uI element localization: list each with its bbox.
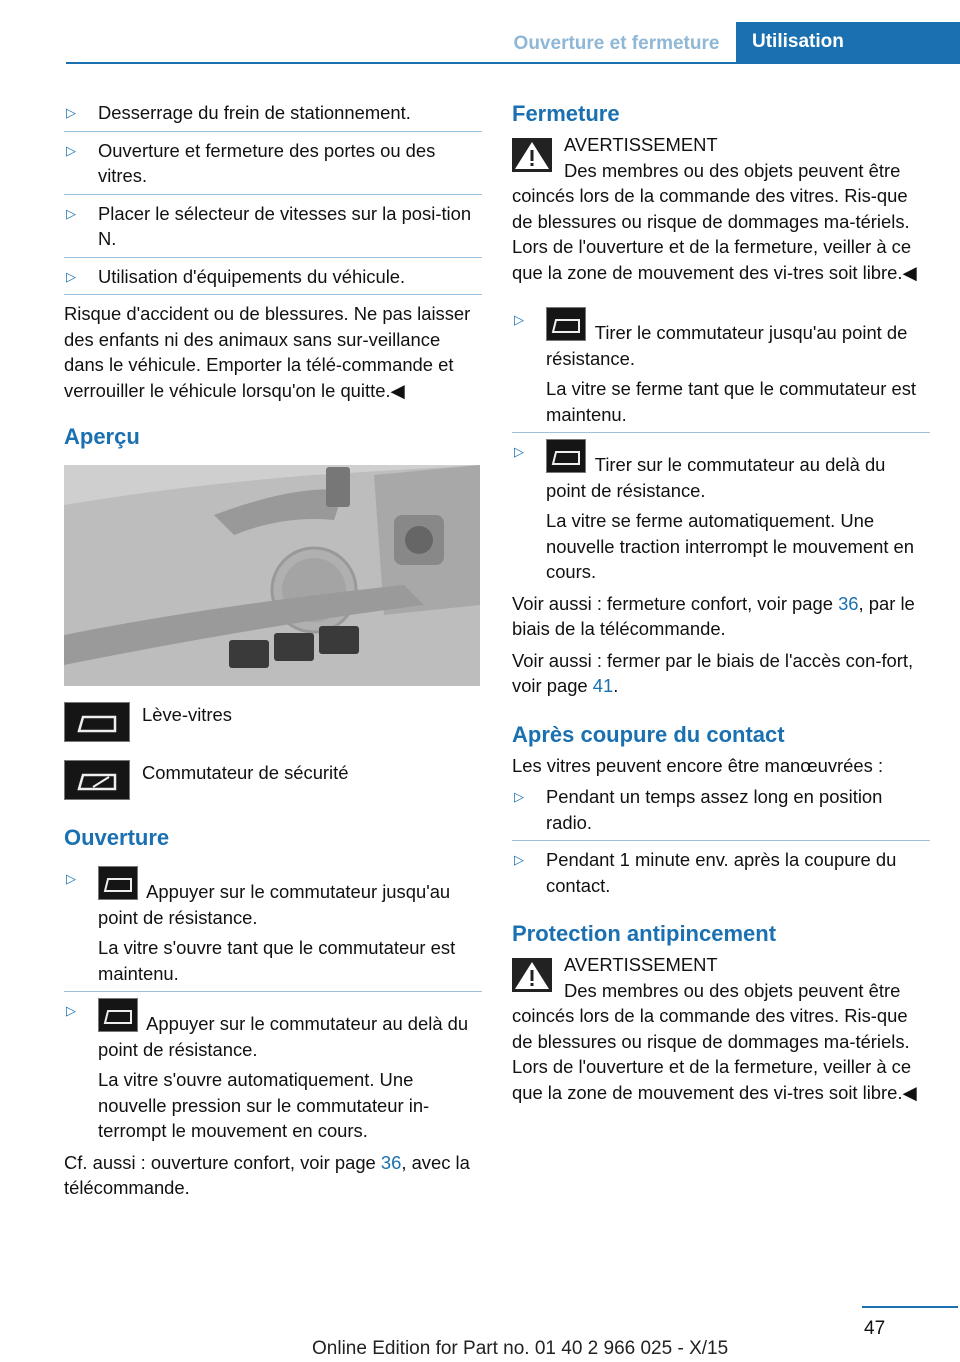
door-panel-photo — [64, 465, 480, 686]
section-title-fermeture: Fermeture — [512, 101, 620, 126]
warning-box — [512, 952, 930, 1105]
warning-box — [512, 132, 930, 285]
intro-text: Les vitres peuvent encore être manœuvrées : — [512, 754, 884, 776]
warning-text: Des membres ou des objets peuvent être coincés lors de la commande des vitres. Ris-que de blessures ou risque de dommages ma-tériels. Lors de l'ouverture et de la fermeture, veiller à ce que la zone de mouvement des vi-tres soit libre.◀ — [512, 159, 917, 283]
section-title-protection: Protection antipincement — [512, 921, 777, 946]
section-title-apres: Après coupure du contact — [512, 721, 785, 747]
risk-note: Risque d'accident ou de blessures. Ne pas laisser des enfants ni des animaux sans sur-veillance dans le véhicule. Emporter la télé-commande et verrouiller le véhicule lorsqu'on le quitte.◀ — [64, 303, 471, 401]
window-switch-icon — [98, 866, 138, 900]
page-header — [66, 22, 960, 64]
triangle-right-icon: ▷ — [514, 852, 524, 867]
warning-triangle-icon — [512, 138, 552, 172]
list-item: ▷ Appuyer sur le commutateur jusqu'au point de résistance. La vitre s'ouvre tant que le commutateur est maintenu. — [64, 866, 482, 992]
page-link[interactable]: 36 — [838, 592, 859, 614]
left-column — [64, 100, 482, 1201]
triangle-right-icon: ▷ — [66, 1003, 76, 1018]
list-item: ▷ Utilisation d'équipements du véhicule. — [64, 264, 482, 296]
window-switch-icon — [64, 702, 130, 742]
triangle-right-icon: ▷ — [66, 105, 76, 120]
list-item: ▷ Tirer le commutateur jusqu'au point de résistance. La vitre se ferme tant que le commutateur est maintenu. — [512, 307, 930, 433]
header-section: Ouverture et fermeture — [513, 33, 720, 54]
page-link[interactable]: 41 — [592, 675, 614, 696]
footer-rule — [862, 1306, 958, 1308]
list-item: ▷ Tirer sur le commutateur au delà du point de résistance. La vitre se ferme automatiquement. Une nouvelle traction interrompt le mouvement en cours. — [512, 439, 930, 585]
triangle-right-icon: ▷ — [66, 871, 76, 886]
list-item: ▷ Ouverture et fermeture des portes ou des vitres. — [64, 138, 482, 195]
warning-label: AVERTISSEMENT — [564, 954, 718, 975]
legend-label: Lève-vitres — [142, 704, 232, 725]
section-title-ouverture: Ouverture — [64, 825, 170, 850]
window-switch-icon — [546, 439, 586, 473]
section-title-apercu: Aperçu — [64, 424, 140, 449]
triangle-right-icon: ▷ — [514, 789, 524, 804]
warning-text: Des membres ou des objets peuvent être coincés lors de la commande des vitres. Ris-que de blessures ou risque de dommages ma-tériels. Lors de l'ouverture et de la fermeture, veiller à ce que la zone de mouvement des vi-tres soit libre.◀ — [512, 979, 917, 1103]
list-item: ▷ Pendant 1 minute env. après la coupure du contact. — [514, 849, 897, 896]
list-item: ▷ Desserrage du frein de stationnement. — [64, 100, 482, 132]
legend-label: Commutateur de sécurité — [142, 762, 349, 783]
window-switch-icon — [546, 307, 586, 341]
legend-row — [64, 702, 482, 742]
list-item: ▷ Appuyer sur le commutateur au delà du point de résistance. La vitre s'ouvre automatiquement. Une nouvelle pression sur le commutateur in-terrompt le mouvement en cours. — [64, 998, 482, 1144]
triangle-right-icon: ▷ — [66, 142, 76, 158]
list-item: ▷ Placer le sélecteur de vitesses sur la posi-tion N. — [64, 201, 482, 258]
cross-reference: Voir aussi : fermeture confort, voir page 36, par le biais de la télécommande. — [512, 592, 915, 639]
edition-note: Online Edition for Part no. 01 40 2 966 025 - X/15 — [312, 1338, 729, 1359]
cross-reference: Voir aussi : fermer par le biais de l'accès con-fort, voir page 41. — [512, 649, 914, 696]
header-tab[interactable]: Utilisation — [736, 22, 960, 62]
triangle-right-icon: ▷ — [514, 312, 524, 327]
warning-label: AVERTISSEMENT — [564, 134, 718, 155]
list-item: ▷ Pendant un temps assez long en position radio. — [512, 784, 930, 841]
window-switch-icon — [98, 998, 138, 1032]
page-number: 47 — [864, 1318, 886, 1339]
right-column — [512, 100, 930, 1105]
safety-switch-icon — [64, 760, 130, 800]
triangle-right-icon: ▷ — [514, 444, 524, 459]
triangle-right-icon: ▷ — [66, 268, 76, 284]
warning-triangle-icon — [512, 958, 552, 992]
page-link[interactable]: 36 — [380, 1151, 402, 1173]
legend-row — [64, 760, 482, 800]
cross-reference: Cf. aussi : ouverture confort, voir page 36, avec la télécommande. — [64, 1151, 470, 1198]
triangle-right-icon: ▷ — [66, 205, 76, 221]
